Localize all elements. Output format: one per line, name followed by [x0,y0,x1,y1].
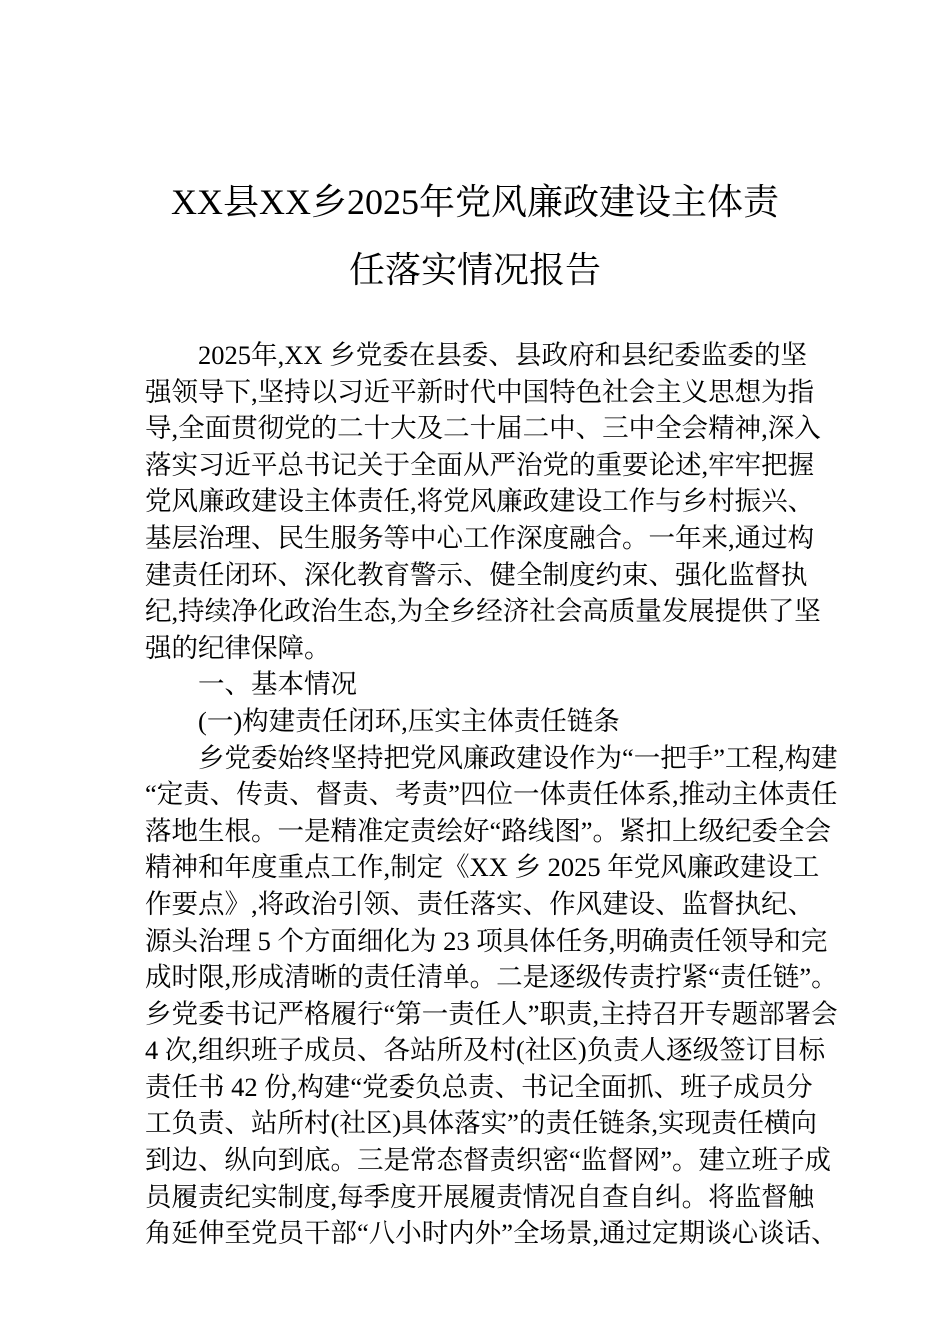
text-line: 角延伸至党员干部“八小时内外”全场景,通过定期谈心谈话、 [145,1218,838,1249]
text-line: 到边、纵向到底。三是常态督责织密“监督网”。建立班子成 [145,1145,832,1176]
text-line: 纪,持续净化政治生态,为全乡经济社会高质量发展提供了坚 [145,596,821,627]
text-line: 强的纪律保障。 [145,632,331,663]
text-line: 工负责、站所村(社区)具体落实”的责任链条,实现责任横向 [145,1108,818,1139]
text-line: 作要点》,将政治引领、责任落实、作风建设、监督执纪、 [145,888,815,919]
text-line: 成时限,形成清晰的责任清单。二是逐级传责拧紧“责任链”。 [145,962,838,993]
text-line: 基层治理、民生服务等中心工作深度融合。一年来,通过构 [145,522,815,553]
text-line: 源头治理 5 个方面细化为 23 项具体任务,明确责任领导和完 [145,925,828,956]
text-line: 强领导下,坚持以习近平新时代中国特色社会主义思想为指 [145,376,815,407]
text-line: 一、基本情况 [198,669,357,700]
document-title-line-2: 任落实情况报告 [348,250,601,290]
text-line: 精神和年度重点工作,制定《XX 乡 2025 年党风廉政建设工 [145,852,820,883]
text-line: 责任书 42 份,构建“党委负总责、书记全面抓、班子成员分 [145,1071,813,1102]
text-line: 落实习近平总书记关于全面从严治党的重要论述,牢牢把握 [145,449,815,480]
text-line: “定责、传责、督责、考责”四位一体责任体系,推动主体责任 [145,779,838,810]
text-line: 建责任闭环、深化教育警示、健全制度约束、强化监督执 [145,559,808,590]
text-line: 落地生根。一是精准定责绘好“路线图”。紧扣上级纪委全会 [145,815,832,846]
text-line: 乡党委书记严格履行“第一责任人”职责,主持召开专题部署会 [145,998,838,1029]
text-line: (一)构建责任闭环,压实主体责任链条 [198,705,620,736]
text-line: 4 次,组织班子成员、各站所及村(社区)负责人逐级签订目标 [145,1035,826,1066]
text-line: 党风廉政建设主体责任,将党风廉政建设工作与乡村振兴、 [145,486,815,517]
text-line: 乡党委始终坚持把党风廉政建设作为“一把手”工程,构建 [198,742,838,773]
text-line: 导,全面贯彻党的二十大及二十届二中、三中全会精神,深入 [145,413,821,444]
text-line: 2025年,XX 乡党委在县委、县政府和县纪委监委的坚 [198,340,807,370]
document-body [145,337,838,1252]
document-title-line-1: XX县XX乡2025年党风廉政建设主体责 [171,182,779,222]
text-line: 员履责纪实制度,每季度开展履责情况自查自纠。将监督触 [145,1181,815,1212]
